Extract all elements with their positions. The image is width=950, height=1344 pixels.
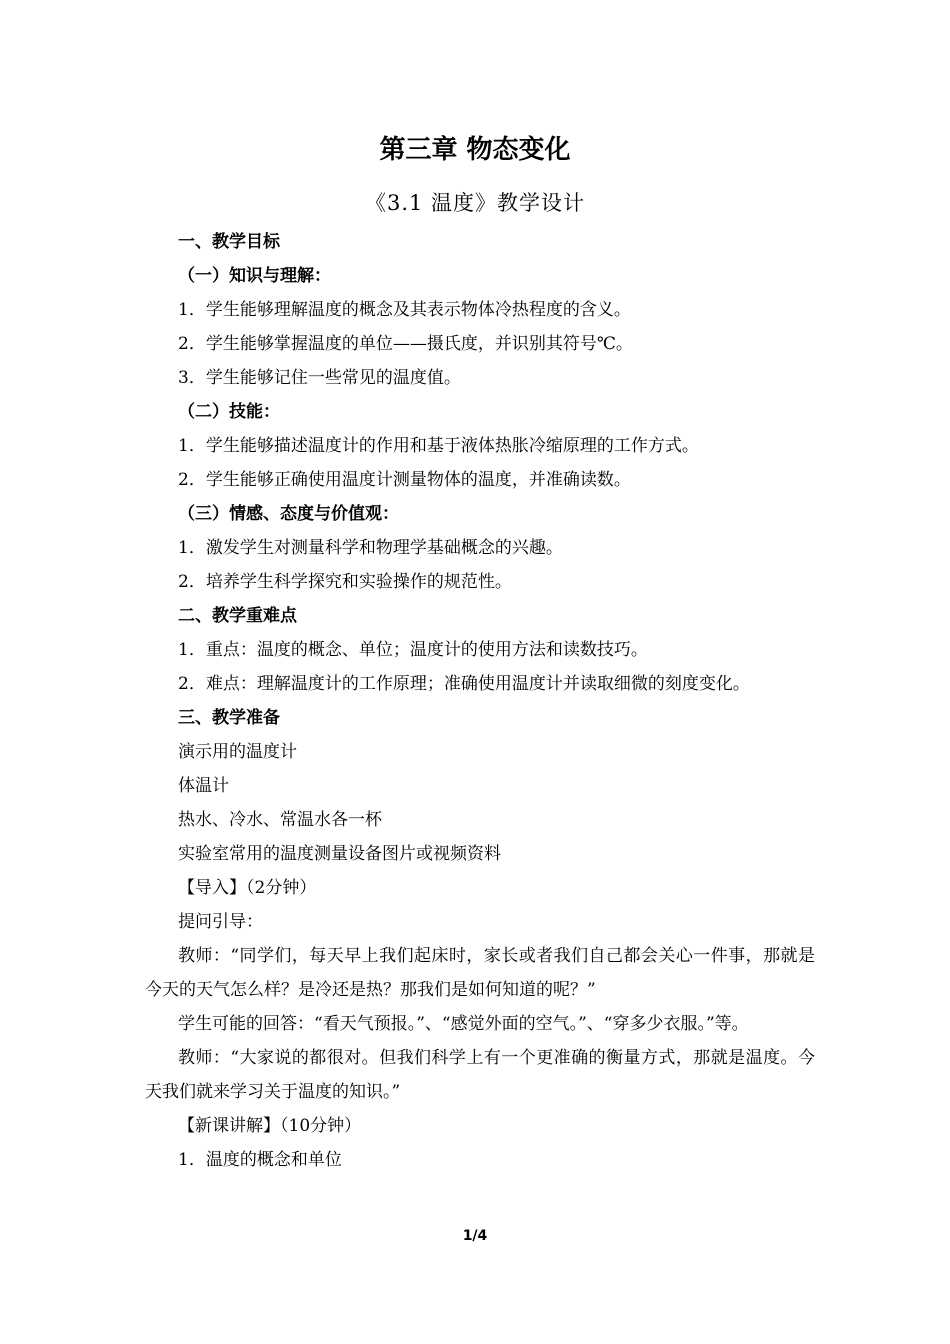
dialogue-paragraph: 学生可能的回答：“看天气预报。”、“感觉外面的空气。”、“穿多少衣服。”等。	[178, 1014, 749, 1034]
section-heading: （三）情感、态度与价值观：	[178, 504, 399, 524]
text-line: 实验室常用的温度测量设备图片或视频资料	[178, 844, 501, 864]
section-heading: 三、教学准备	[178, 708, 280, 728]
section-heading: 一、教学目标	[178, 232, 280, 252]
text-line: 2．学生能够掌握温度的单位——摄氏度，并识别其符号℃。	[178, 334, 633, 354]
section-heading: （一）知识与理解：	[178, 266, 331, 286]
text-line: 1．学生能够描述温度计的作用和基于液体热胀冷缩原理的工作方式。	[178, 436, 699, 456]
text-line: 提问引导：	[178, 912, 263, 932]
document-body	[145, 225, 815, 1177]
section-heading: 二、教学重难点	[178, 606, 297, 626]
text-line: 1．学生能够理解温度的概念及其表示物体冷热程度的含义。	[178, 300, 631, 320]
text-line: 1．温度的概念和单位	[178, 1150, 342, 1170]
text-line: 2．培养学生科学探究和实验操作的规范性。	[178, 572, 512, 592]
text-line: 体温计	[178, 776, 229, 796]
chapter-title: 第三章 物态变化	[379, 135, 571, 165]
dialogue-paragraph: 教师：“同学们，每天早上我们起床时，家长或者我们自己都会关心一件事，那就是今天的天气怎么样？是冷还是热？那我们是如何知道的呢？”	[145, 946, 815, 1000]
text-line: 2．学生能够正确使用温度计测量物体的温度，并准确读数。	[178, 470, 631, 490]
text-line: 【导入】（2分钟）	[178, 878, 317, 898]
content-lines	[145, 225, 815, 939]
dialogue-paragraph: 教师：“大家说的都很对。但我们科学上有一个更准确的衡量方式，那就是温度。今天我们就来学习关于温度的知识。”	[145, 1048, 815, 1102]
dialogue-paragraphs	[145, 939, 815, 1109]
text-line: 热水、冷水、常温水各一杯	[178, 810, 382, 830]
text-line: 1．重点：温度的概念、单位；温度计的使用方法和读数技巧。	[178, 640, 648, 660]
text-line: 演示用的温度计	[178, 742, 297, 762]
lesson-subtitle: 《3.1 温度》教学设计	[364, 191, 586, 215]
text-line: 1．激发学生对测量科学和物理学基础概念的兴趣。	[178, 538, 563, 558]
text-line: 2．难点：理解温度计的工作原理；准确使用温度计并读取细微的刻度变化。	[178, 674, 750, 694]
text-line: 【新课讲解】（10分钟）	[178, 1116, 362, 1136]
section-heading: （二）技能：	[178, 402, 280, 422]
content-tail-lines	[145, 1109, 815, 1177]
page-number: 1/4	[462, 1228, 488, 1244]
text-line: 3．学生能够记住一些常见的温度值。	[178, 368, 461, 388]
